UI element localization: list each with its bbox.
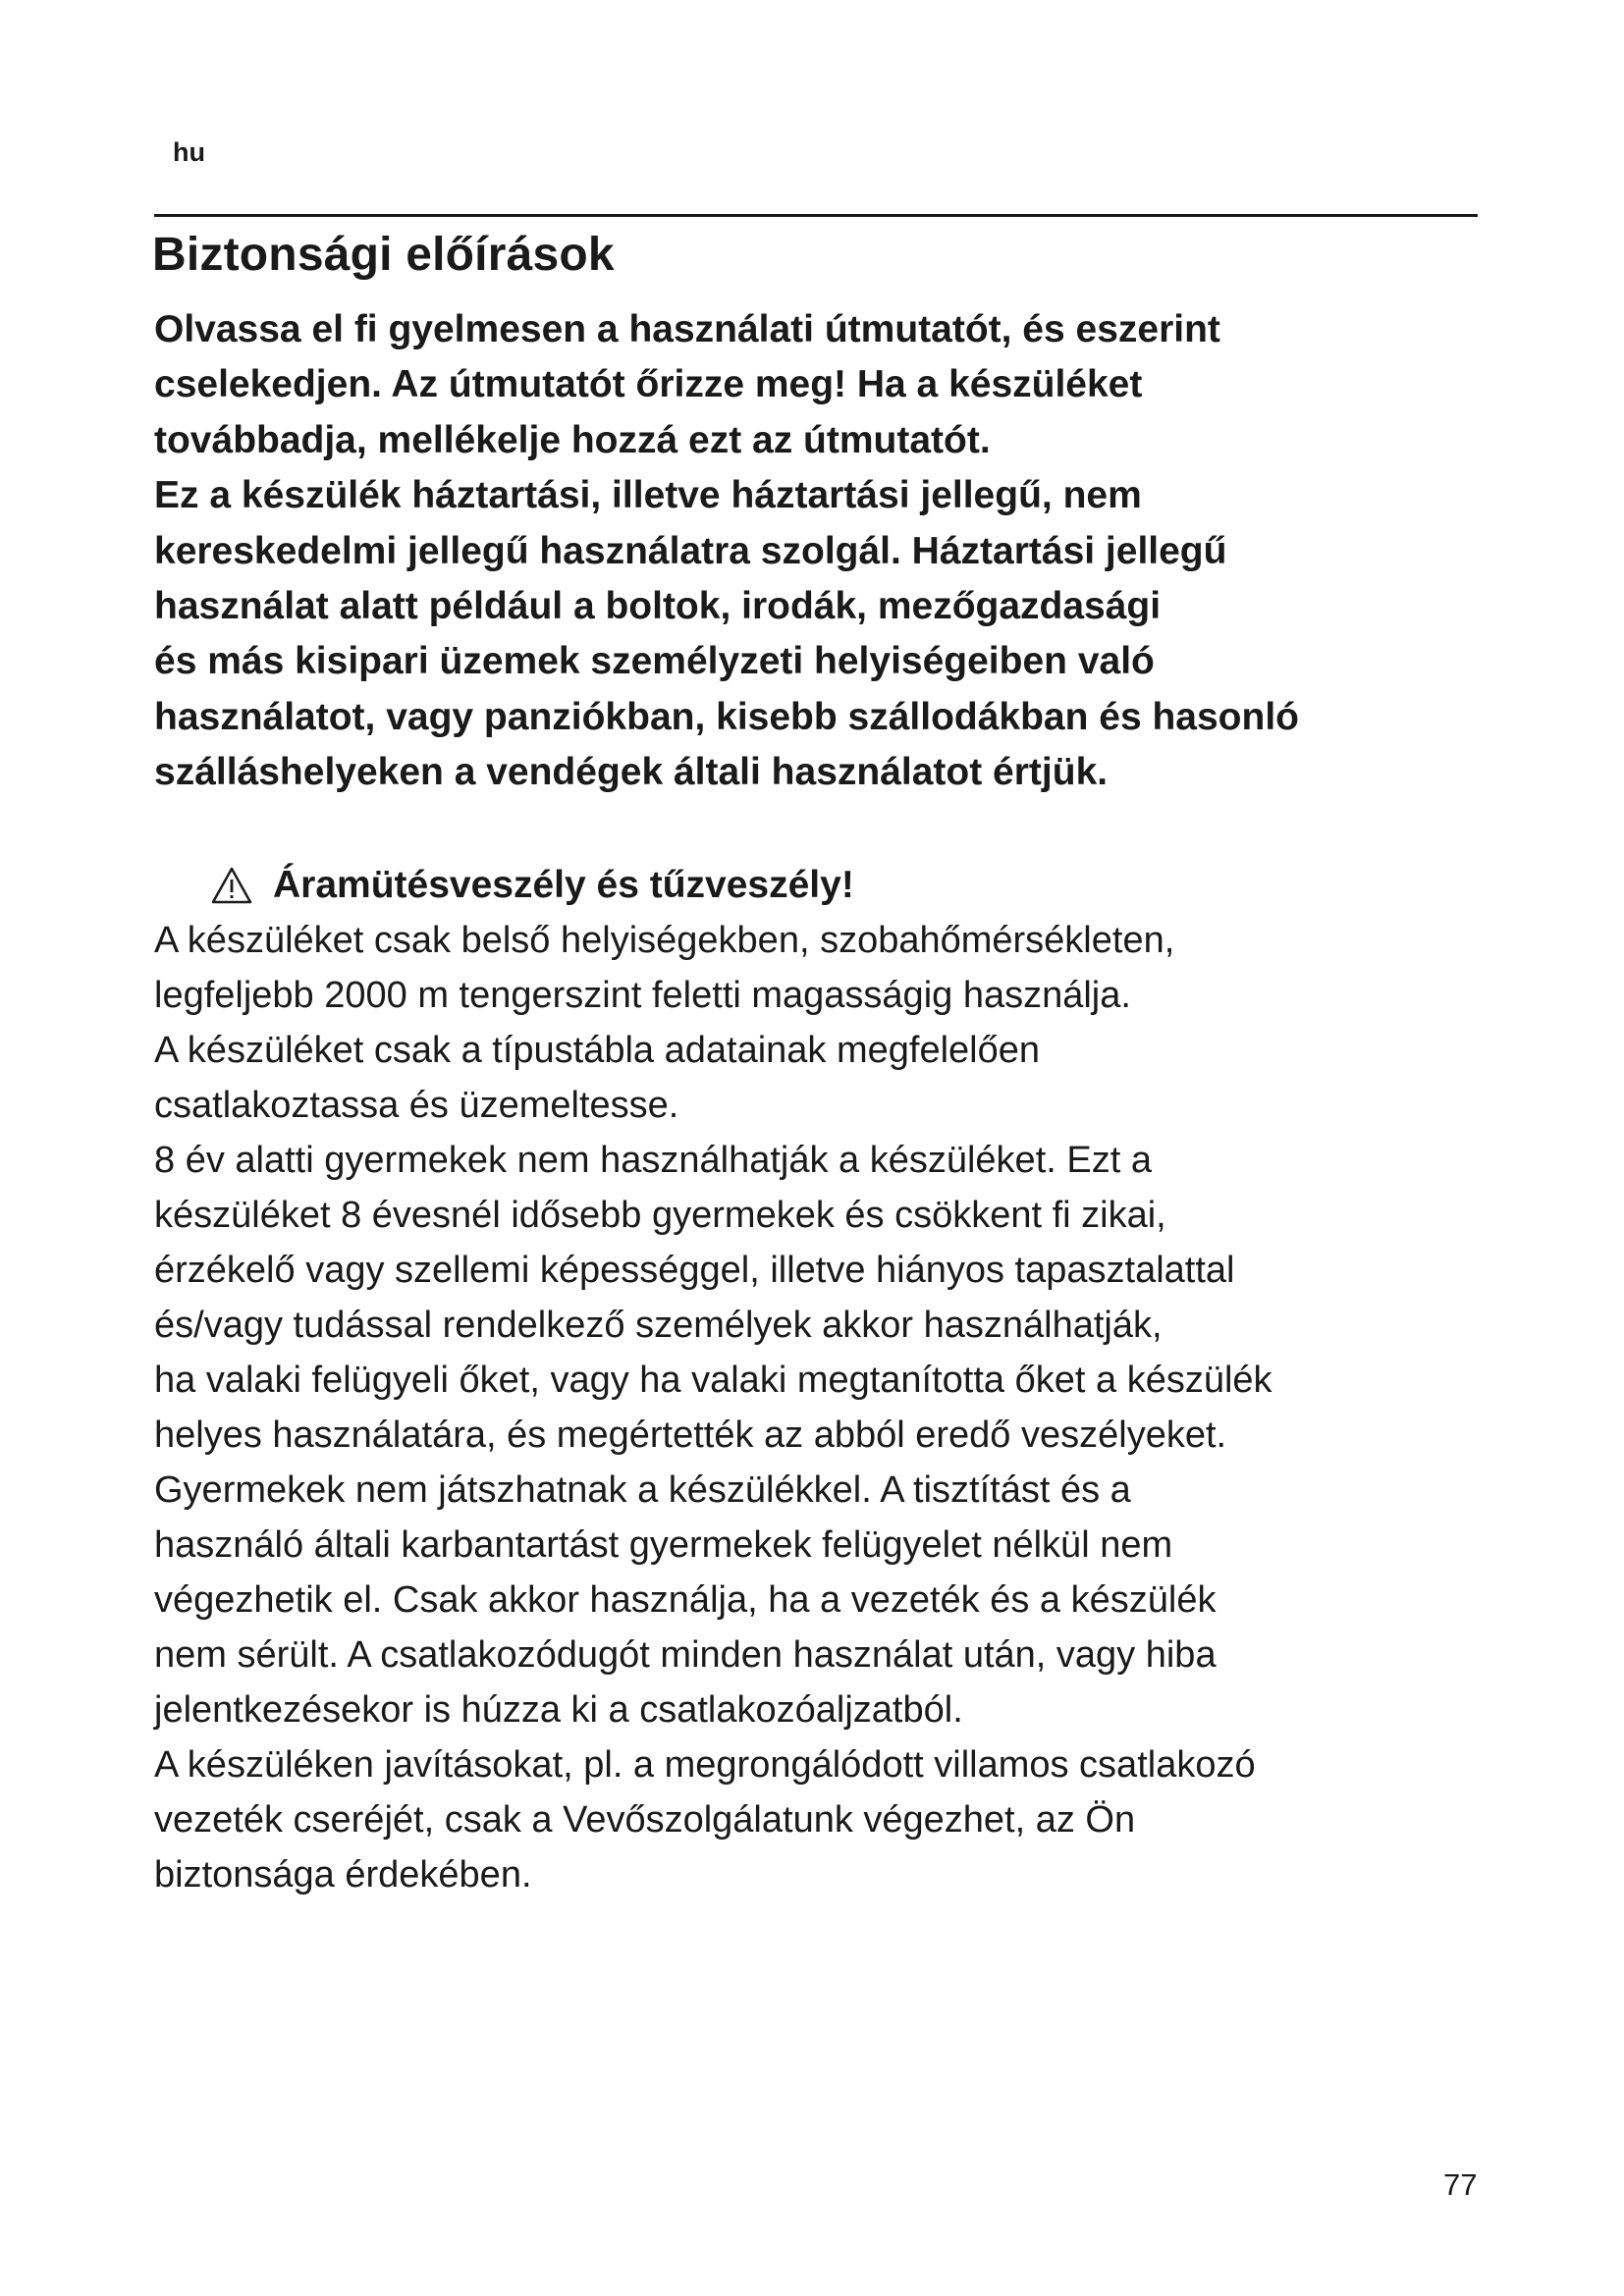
language-tag: hu <box>173 137 205 167</box>
intro-paragraph: Ez a készülék háztartási, illetve háztartási jellegű, nem kereskedelmi jellegű használatra szolgál. Háztartási jellegű használat alatt például a boltok, irodák, mezőgazdasági és más kisipari üzemek személyzeti helyiségeiben való használatot, vagy panziókban, kisebb szállodákban és hasonló szálláshelyeken a vendégek általi használatot értjük. <box>154 474 1299 794</box>
warning-body <box>154 913 1509 1902</box>
warning-heading <box>210 860 854 911</box>
intro-paragraph: Olvassa el fi gyelmesen a használati útmutatót, és eszerint cselekedjen. Az útmutatót őrizze meg! Ha a készüléket továbbadja, mellékelje hozzá ezt az útmutatót. <box>154 308 1220 461</box>
warning-paragraph: A készüléken javításokat, pl. a megrongálódott villamos csatlakozó vezeték cseréjét, csak a Vevőszolgálatunk végezhet, az Ön biztonsága érdekében. <box>154 1744 1256 1896</box>
page-title: Biztonsági előírások <box>152 229 615 281</box>
warning-paragraph: 8 év alatti gyermekek nem használhatják a készüléket. Ezt a készüléket 8 évesnél idősebb gyermekek és csökkent fi zikai, érzékelő vagy szellemi képességgel, illetve hiányos tapasztalattal és/vagy tudással rendelkező személyek akkor használhatják, ha valaki felügyeli őket, vagy ha valaki megtanította őket a készülék helyes használatára, és megértették az abból eredő veszélyeket. Gyermekek nem játszhatnak a készülékkel. A tisztítást és a használó általi karbantartást gyermekek felügyelet nélkül nem végezhetik el. Csak akkor használja, ha a vezeték és a készülék nem sérült. A csatlakozódugót minden használat után, vagy hiba jelentkezésekor is húzza ki a csatlakozóaljzatból. <box>154 1140 1272 1731</box>
warning-heading-text: Áramütésveszély és tűzveszély! <box>273 864 854 906</box>
warning-paragraph: A készüléket csak belső helyiségekben, szobahőmérsékleten, legfeljebb 2000 m tengerszint feletti magasságig használja. <box>154 920 1175 1016</box>
intro-block <box>154 302 1509 801</box>
header-divider <box>154 214 1478 217</box>
warning-paragraph: A készüléket csak a típustábla adatainak megfelelően csatlakoztassa és üzemeltesse. <box>154 1030 1041 1126</box>
page-number: 77 <box>1443 2167 1478 2202</box>
warning-triangle-icon <box>210 866 253 905</box>
